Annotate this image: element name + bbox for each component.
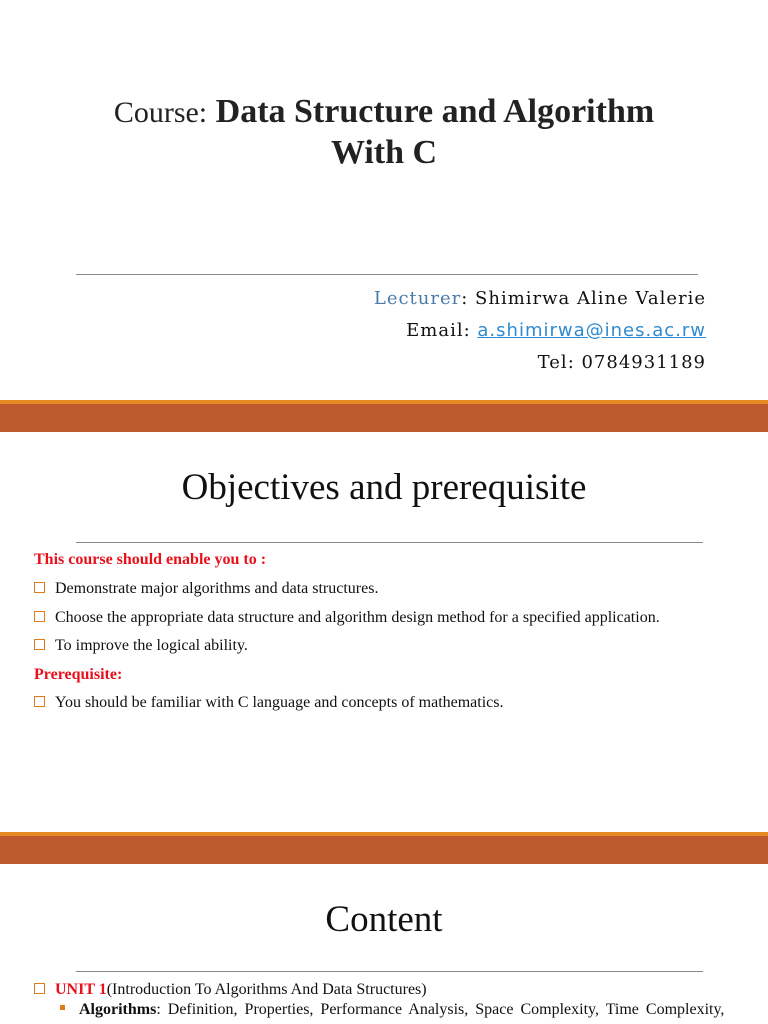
course-title-line2: With C xyxy=(330,134,438,171)
sub-text: : Definition, Properties, Performance Analysis, Space Complexity, Time Complexity, xyxy=(156,1001,725,1018)
prereq-label: Prerequisite: xyxy=(34,666,123,683)
objective-text: Demonstrate major algorithms and data structures. xyxy=(55,580,379,597)
content-title: Content xyxy=(325,899,443,940)
course-title-line1: Data Structure and Algorithm xyxy=(215,93,655,130)
objective-text: Choose the appropriate data structure and algorithm design method for a specified application. xyxy=(55,609,660,626)
sub-label: Algorithms xyxy=(79,1001,157,1018)
slide-title xyxy=(0,0,768,400)
slide-separator xyxy=(0,832,768,864)
lecturer-name: : Shimirwa Aline Valerie xyxy=(461,288,706,309)
objective-item xyxy=(34,609,660,627)
objective-item xyxy=(34,637,248,655)
course-prefix: Course: xyxy=(113,96,208,129)
unit-item xyxy=(34,981,427,999)
title-divider xyxy=(76,274,698,275)
slide-content xyxy=(0,864,768,1024)
course-title xyxy=(0,92,768,173)
content-divider xyxy=(76,971,703,972)
email-label: Email: xyxy=(406,320,478,341)
checkbox-bullet-icon xyxy=(34,983,45,994)
unit-desc: (Introduction To Algorithms And Data Structures) xyxy=(106,981,427,998)
square-bullet-icon xyxy=(60,1005,65,1010)
checkbox-bullet-icon xyxy=(34,582,45,593)
checkbox-bullet-icon xyxy=(34,611,45,622)
unit-label: UNIT 1 xyxy=(55,981,107,998)
email-link[interactable]: a.shimirwa@ines.ac.rw xyxy=(477,320,706,341)
tel-line: Tel: 0784931189 xyxy=(537,352,706,373)
prereq-text: You should be familiar with C language and concepts of mathematics. xyxy=(55,694,504,711)
objective-text: To improve the logical ability. xyxy=(55,637,248,654)
sub-item xyxy=(60,1001,740,1019)
objectives-title: Objectives and prerequisite xyxy=(181,467,587,508)
lecturer-line xyxy=(374,288,706,309)
checkbox-bullet-icon xyxy=(34,639,45,650)
email-line xyxy=(406,320,706,341)
checkbox-bullet-icon xyxy=(34,696,45,707)
prereq-item xyxy=(34,694,504,712)
objectives-divider xyxy=(76,542,703,543)
slide-objectives xyxy=(0,432,768,832)
lecturer-label: Lecturer xyxy=(373,288,462,309)
objective-item xyxy=(34,580,378,598)
slide-separator xyxy=(0,400,768,432)
objectives-intro: This course should enable you to : xyxy=(34,551,267,568)
